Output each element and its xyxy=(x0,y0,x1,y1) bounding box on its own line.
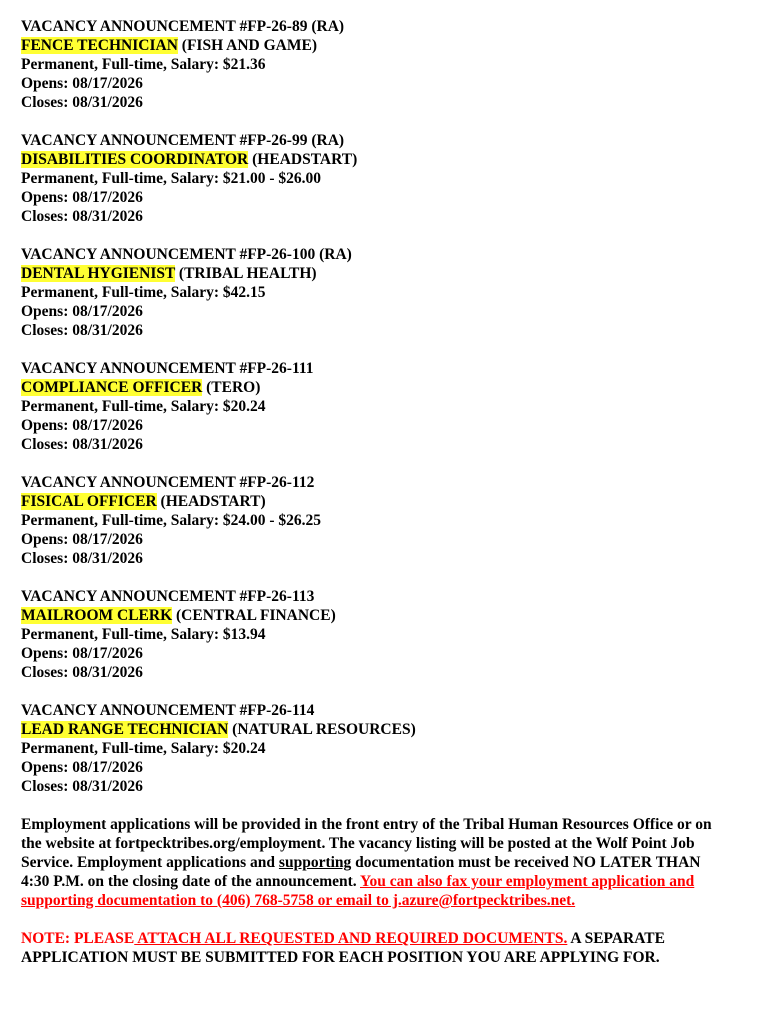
vacancy-closes: Closes: 08/31/2026 xyxy=(21,208,143,225)
vacancy-department: (HEADSTART) xyxy=(248,151,358,168)
vacancy-announcement: VACANCY ANNOUNCEMENT #FP-26-111 xyxy=(21,360,314,377)
vacancy-announcement: VACANCY ANNOUNCEMENT #FP-26-100 (RA) xyxy=(21,246,352,263)
vacancy-details: Permanent, Full-time, Salary: $21.36 xyxy=(21,56,266,73)
vacancy-title: MAILROOM CLERK xyxy=(21,607,173,624)
vacancy-announcement: VACANCY ANNOUNCEMENT #FP-26-89 (RA) xyxy=(21,18,345,35)
vacancy-details: Permanent, Full-time, Salary: $20.24 xyxy=(21,398,266,415)
vacancy-opens: Opens: 08/17/2026 xyxy=(21,75,143,92)
vacancy-block xyxy=(21,359,742,454)
vacancy-block xyxy=(21,131,742,226)
vacancy-title-line xyxy=(21,264,742,283)
vacancy-title: LEAD RANGE TECHNICIAN xyxy=(21,721,229,738)
vacancy-closes: Closes: 08/31/2026 xyxy=(21,664,143,681)
vacancy-block xyxy=(21,245,742,340)
vacancy-announcement: VACANCY ANNOUNCEMENT #FP-26-99 (RA) xyxy=(21,132,345,149)
vacancy-opens: Opens: 08/17/2026 xyxy=(21,303,143,320)
vacancy-opens: Opens: 08/17/2026 xyxy=(21,645,143,662)
vacancy-department: (HEADSTART) xyxy=(156,493,266,510)
fax-email-link[interactable]: You can also fax your employment application and supporting documentation to (406) 768-5758 or email to j.azure@fortpecktribes.net. xyxy=(21,873,695,909)
vacancy-closes: Closes: 08/31/2026 xyxy=(21,322,143,339)
vacancy-block xyxy=(21,701,742,796)
vacancy-announcement: VACANCY ANNOUNCEMENT #FP-26-113 xyxy=(21,588,315,605)
vacancy-announcement: VACANCY ANNOUNCEMENT #FP-26-114 xyxy=(21,702,315,719)
supporting-word: supporting xyxy=(278,854,352,871)
vacancy-title-line xyxy=(21,720,742,739)
vacancy-announcement: VACANCY ANNOUNCEMENT #FP-26-112 xyxy=(21,474,315,491)
vacancy-closes: Closes: 08/31/2026 xyxy=(21,778,143,795)
vacancy-closes: Closes: 08/31/2026 xyxy=(21,550,143,567)
vacancy-block xyxy=(21,587,742,682)
vacancy-title-line xyxy=(21,606,742,625)
vacancy-title: COMPLIANCE OFFICER xyxy=(21,379,203,396)
vacancy-closes: Closes: 08/31/2026 xyxy=(21,94,143,111)
vacancy-title: DISABILITIES COORDINATOR xyxy=(21,151,249,168)
vacancy-department: (FISH AND GAME) xyxy=(177,37,317,54)
vacancy-opens: Opens: 08/17/2026 xyxy=(21,531,143,548)
vacancy-department: (TERO) xyxy=(202,379,261,396)
vacancy-list xyxy=(21,17,742,796)
instructions-text: Employment applications will be provided in the front entry of the Tribal Human Resources Office or on the website at fortpecktribes.org/employment. The vacancy listing will be posted at the Wolf Point Job Service. Employment applications and xyxy=(21,816,712,871)
note-paragraph xyxy=(21,929,731,967)
note-attach-docs: ATTACH ALL REQUESTED AND REQUIRED DOCUMENTS. xyxy=(134,930,568,947)
vacancy-title-line xyxy=(21,492,742,511)
vacancy-title-line xyxy=(21,36,742,55)
note-suffix: A SEPARATE APPLICATION MUST BE SUBMITTED FOR EACH POSITION YOU ARE APPLYING FOR. xyxy=(21,930,665,966)
vacancy-title-line xyxy=(21,150,742,169)
vacancy-title: DENTAL HYGIENIST xyxy=(21,265,176,282)
vacancy-department: (NATURAL RESOURCES) xyxy=(228,721,416,738)
vacancy-title-line xyxy=(21,378,742,397)
vacancy-details: Permanent, Full-time, Salary: $24.00 - $26.25 xyxy=(21,512,322,529)
vacancy-department: (CENTRAL FINANCE) xyxy=(172,607,336,624)
vacancy-title: FISICAL OFFICER xyxy=(21,493,157,510)
vacancy-department: (TRIBAL HEALTH) xyxy=(175,265,317,282)
vacancy-closes: Closes: 08/31/2026 xyxy=(21,436,143,453)
vacancy-opens: Opens: 08/17/2026 xyxy=(21,417,143,434)
vacancy-details: Permanent, Full-time, Salary: $13.94 xyxy=(21,626,266,643)
application-instructions xyxy=(21,815,731,910)
vacancy-details: Permanent, Full-time, Salary: $21.00 - $26.00 xyxy=(21,170,322,187)
vacancy-opens: Opens: 08/17/2026 xyxy=(21,759,143,776)
vacancy-title: FENCE TECHNICIAN xyxy=(21,37,178,54)
vacancy-block xyxy=(21,473,742,568)
vacancy-details: Permanent, Full-time, Salary: $42.15 xyxy=(21,284,266,301)
instructions-text-2: documentation must be received NO LATER THAN 4:30 P.M. on the closing date of the announcement. xyxy=(21,854,701,890)
vacancy-block xyxy=(21,17,742,112)
note-prefix: NOTE: PLEASE xyxy=(21,930,135,947)
vacancy-details: Permanent, Full-time, Salary: $20.24 xyxy=(21,740,266,757)
vacancy-opens: Opens: 08/17/2026 xyxy=(21,189,143,206)
